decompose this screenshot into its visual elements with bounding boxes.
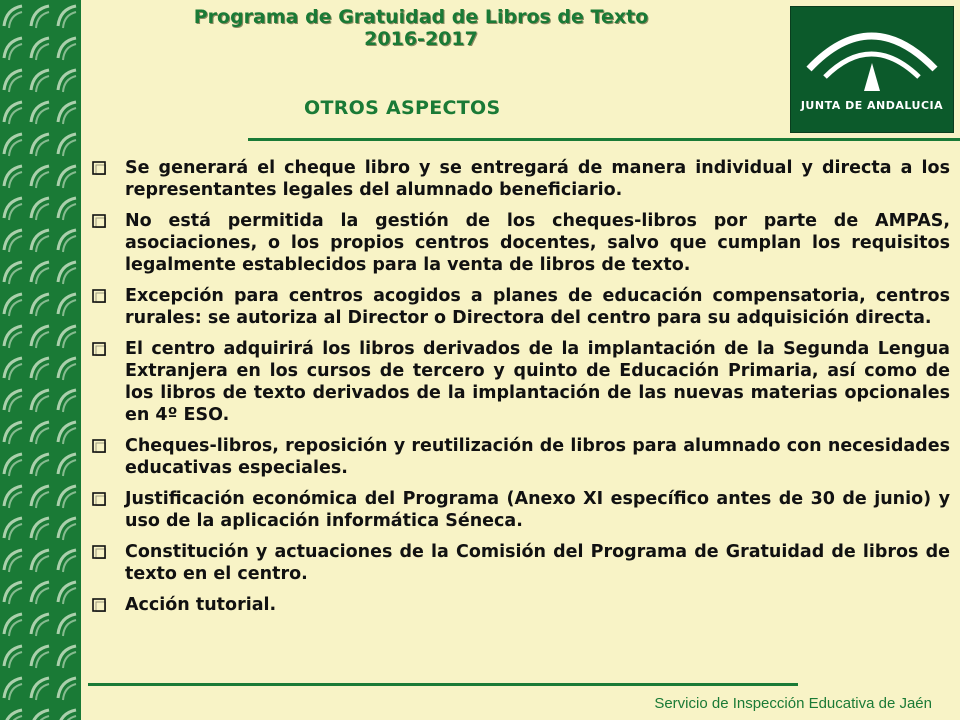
page-title xyxy=(81,6,761,50)
checkbox-icon xyxy=(92,492,106,506)
list-item xyxy=(92,157,950,201)
section-heading: OTROS ASPECTOS xyxy=(304,97,501,119)
list-item-text: El centro adquirirá los libros derivados de la implantación de la Segunda Lengua Extranjera en los cursos de tercero y quinto de Educación Primaria, así como de los libros de texto derivados de la implantación de las nuevas materias opcionales en 4º ESO. xyxy=(125,339,950,425)
checkbox-icon xyxy=(92,289,106,303)
decorative-side-band xyxy=(0,0,81,720)
list-item xyxy=(92,594,950,616)
title-line-2: 2016-2017 xyxy=(364,28,478,50)
title-line-1: Programa de Gratuidad de Libros de Texto xyxy=(193,6,649,28)
list-item-text: Justificación económica del Programa (Anexo XI específico antes de 30 de junio) y uso de la aplicación informática Séneca. xyxy=(125,489,950,531)
checkbox-icon xyxy=(92,439,106,453)
list-item xyxy=(92,338,950,426)
footer-text: Servicio de Inspección Educativa de Jaén xyxy=(654,695,932,712)
list-item xyxy=(92,488,950,532)
top-divider xyxy=(248,138,960,141)
list-item-text: Cheques-libros, reposición y reutilización de libros para alumnado con necesidades educativas especiales. xyxy=(125,436,950,478)
list-item xyxy=(92,285,950,329)
list-item xyxy=(92,435,950,479)
logo-text: JUNTA DE ANDALUCIA xyxy=(800,99,944,112)
bottom-divider xyxy=(88,683,798,686)
list-item-text: No está permitida la gestión de los cheques-libros por parte de AMPAS, asociaciones, o los propios centros docentes, salvo que cumplan los requisitos legalmente establecidos para la venta de libros de texto. xyxy=(125,211,950,275)
list-item xyxy=(92,210,950,276)
list-item-text: Acción tutorial. xyxy=(125,595,277,615)
checkbox-icon xyxy=(92,161,106,175)
list-item-text: Excepción para centros acogidos a planes de educación compensatoria, centros rurales: se autoriza al Director o Directora del centro para su adquisición directa. xyxy=(125,286,950,328)
logo-emblem-icon xyxy=(791,7,953,132)
checkbox-icon xyxy=(92,214,106,228)
list-item-text: Constitución y actuaciones de la Comisión del Programa de Gratuidad de libros de texto en el centro. xyxy=(125,542,950,584)
arch-pattern-icon xyxy=(0,0,81,720)
junta-de-andalucia-logo xyxy=(790,6,954,133)
list-item xyxy=(92,541,950,585)
list-item-text: Se generará el cheque libro y se entregará de manera individual y directa a los representantes legales del alumnado beneficiario. xyxy=(125,158,950,200)
bullet-list xyxy=(92,157,950,625)
checkbox-icon xyxy=(92,545,106,559)
checkbox-icon xyxy=(92,342,106,356)
checkbox-icon xyxy=(92,598,106,612)
